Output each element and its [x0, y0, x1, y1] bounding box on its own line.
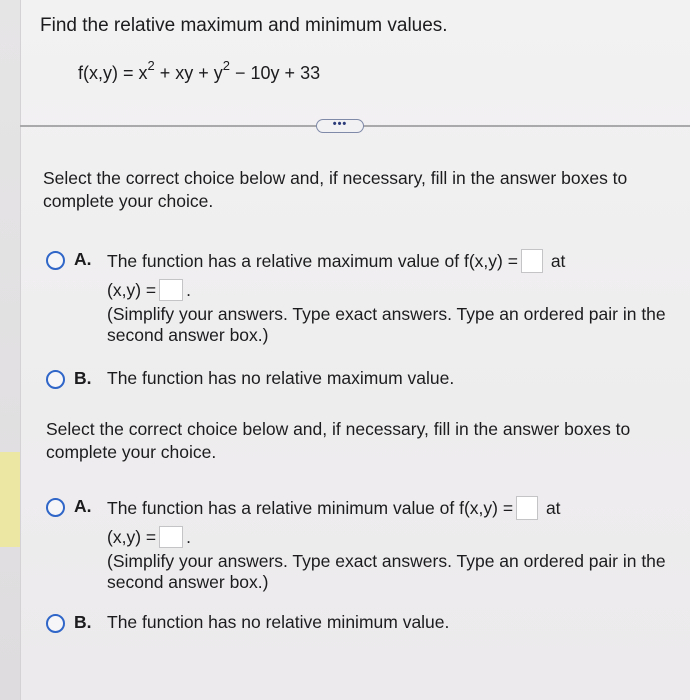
function-formula	[78, 60, 320, 84]
min-point-input[interactable]	[159, 526, 183, 548]
max-point-label: (x,y) =	[107, 280, 157, 300]
min-value-input[interactable]	[516, 496, 538, 520]
min-choice-b-letter: B.	[74, 612, 92, 632]
min-choice-b-radio[interactable]	[46, 614, 65, 633]
min-instruction: Select the correct choice below and, if necessary, fill in the answer boxes to complete your choice.	[46, 419, 631, 462]
max-point-input[interactable]	[159, 279, 183, 301]
min-choice-b-text: The function has no relative minimum value.	[107, 612, 450, 632]
more-options-button[interactable]: •••	[316, 119, 364, 133]
left-panel-edge	[0, 0, 21, 700]
max-choice-a-letter: A.	[74, 249, 92, 269]
min-choice-a-radio[interactable]	[46, 498, 65, 517]
max-value-input[interactable]	[521, 249, 543, 273]
min-choice-a-note: (Simplify your answers. Type exact answers. Type an ordered pair in the second answer box.)	[107, 551, 666, 592]
min-point-label: (x,y) =	[107, 527, 157, 547]
formula-exp-1: 2	[147, 58, 155, 73]
formula-term-xy-y: + xy + y	[154, 63, 223, 83]
max-choice-a-text: The function has a relative maximum value of f(x,y) =	[107, 251, 518, 271]
max-point-period: .	[186, 280, 191, 300]
formula-term-rest: − 10y + 33	[230, 63, 321, 83]
max-choice-b-radio[interactable]	[46, 370, 65, 389]
max-choice-b-text: The function has no relative maximum value.	[107, 368, 455, 388]
formula-equals: =	[118, 63, 139, 83]
max-choice-b-letter: B.	[74, 368, 92, 388]
formula-exp-2: 2	[222, 58, 231, 73]
min-choice-a-text: The function has a relative minimum value of f(x,y) =	[107, 498, 514, 518]
question-prompt: Find the relative maximum and minimum values.	[40, 15, 448, 36]
min-choice-a-at: at	[545, 498, 561, 518]
max-instruction: Select the correct choice below and, if necessary, fill in the answer boxes to complete your choice.	[43, 168, 628, 211]
max-choice-a-at: at	[550, 251, 566, 271]
min-choice-a-letter: A.	[74, 496, 92, 516]
formula-lhs: f(x,y)	[78, 63, 118, 83]
max-choice-a-radio[interactable]	[46, 251, 65, 270]
max-choice-a-note: (Simplify your answers. Type exact answers. Type an ordered pair in the second answer box.)	[107, 304, 666, 345]
min-point-period: .	[186, 527, 191, 547]
left-panel-accent	[0, 452, 20, 547]
formula-term-x: x	[138, 63, 148, 83]
